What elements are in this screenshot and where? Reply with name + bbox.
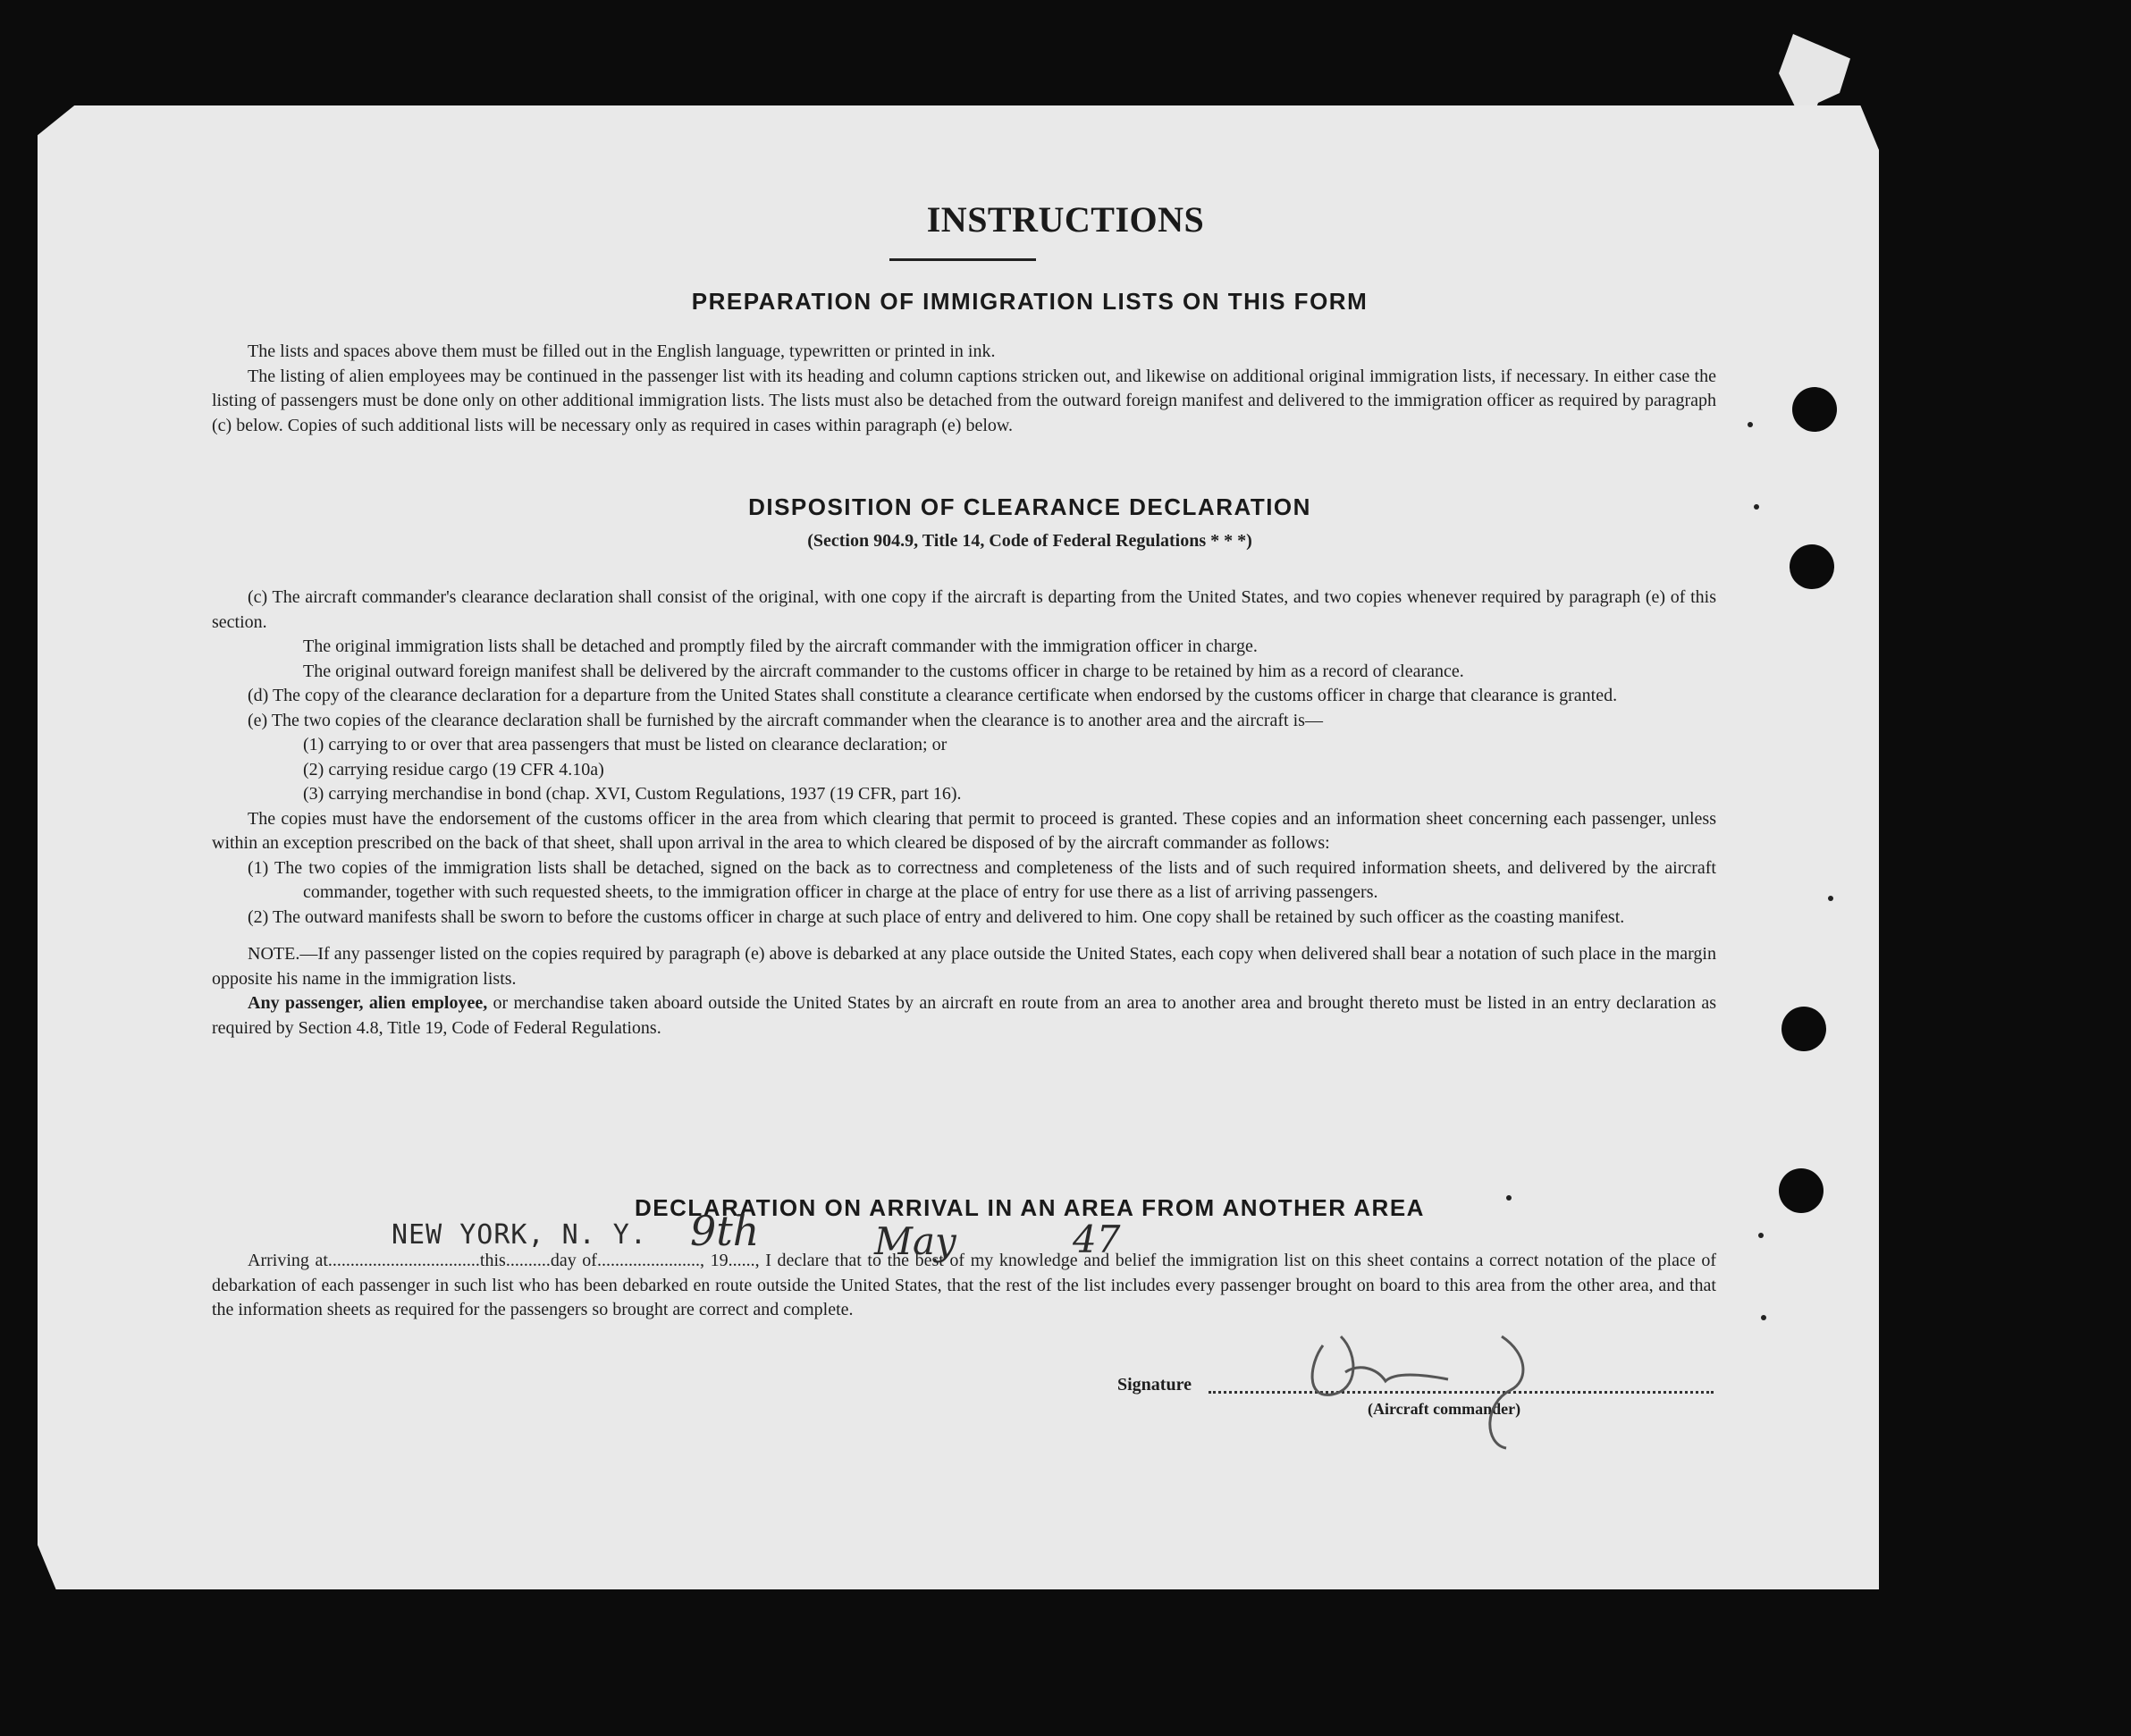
paragraph: The copies must have the endorsement of the customs officer in the area from which clearing that permit to proceed is granted. These copies and an information sheet concerning each passenger, unless within an exception prescribed on the back of that sheet, shall upon arrival in the area to which cleared be disposed of by the aircraft commander as follows: xyxy=(212,808,1716,853)
list-item: (1) The two copies of the immigration lists shall be detached, signed on the back as to correctness and completeness of the lists and of such required information sheets, and delivered by the aircraft commander, together with such requested sheets, to the immigration officer in charge at the place of entry for use there as a list of arriving passengers. xyxy=(248,857,1716,902)
paragraph-e: (e) The two copies of the clearance declaration shall be furnished by the aircraft commander when the clearance is to another area and the aircraft is— xyxy=(248,710,1323,730)
title-underline xyxy=(889,258,1036,261)
declaration-body: I declare that to the best of my knowledge and belief the immigration list on this sheet contains a correct notation of the place of debarkation of each passenger in such list who has been debarked en route outside the United States, that the rest of the list includes every passenger brought on board to this area from the other area, and that the information sheets as required for the passengers so brought are correct and complete. xyxy=(212,1251,1717,1319)
disposition-text xyxy=(212,586,1716,1041)
list-item: (1) carrying to or over that area passengers that must be listed on clearance declaration; or xyxy=(303,735,948,754)
paragraph: The lists and spaces above them must be filled out in the English language, typewritten or printed in ink. xyxy=(248,341,996,361)
paragraph-c: (c) The aircraft commander's clearance declaration shall consist of the original, with one copy if the aircraft is departing from the United States, and two copies whenever required by paragraph (e) of this section. xyxy=(212,587,1716,632)
section-heading-declaration: DECLARATION ON ARRIVAL IN AN AREA FROM ANOTHER AREA xyxy=(635,1194,1425,1221)
section-heading-disposition: DISPOSITION OF CLEARANCE DECLARATION xyxy=(748,493,1311,520)
year-prefix: 19 xyxy=(710,1251,729,1270)
dot-leader: ......................., xyxy=(596,1251,704,1270)
paragraph-text: or merchandise taken aboard outside the United States by an aircraft en route from an area to another area and brought thereto must be listed in an entry declaration as required by Section 4.8, Title 19, Code of Federal Regulations. xyxy=(212,993,1716,1038)
declaration-paragraph xyxy=(212,1249,1716,1323)
section-subheading: (Section 904.9, Title 14, Code of Federal Regulations * * *) xyxy=(807,531,1252,551)
paragraph-d: (d) The copy of the clearance declaration for a departure from the United States shall constitute a clearance certificate when endorsed by the customs officer in charge that clearance is granted. xyxy=(248,686,1618,705)
punch-hole xyxy=(1792,387,1837,432)
preparation-text xyxy=(212,340,1716,438)
ink-speck xyxy=(1828,896,1833,901)
arrival-place-stamp: NEW YORK, N. Y. xyxy=(392,1219,647,1251)
list-item: (2) carrying residue cargo (19 CFR 4.10a) xyxy=(303,759,604,780)
handwritten-signature xyxy=(1305,1319,1591,1453)
day-of-label: day of xyxy=(550,1251,597,1270)
section-heading-preparation: PREPARATION OF IMMIGRATION LISTS ON THIS FORM xyxy=(691,288,1369,315)
paragraph: The original outward foreign manifest shall be delivered by the aircraft commander to the customs officer in charge to be retained by him as a record of clearance. xyxy=(303,661,1464,681)
dot-leader: ......, xyxy=(728,1251,760,1270)
dot-leader: .......... xyxy=(505,1251,551,1270)
punch-hole xyxy=(1781,1007,1826,1051)
this-label: this xyxy=(479,1251,506,1270)
ink-speck xyxy=(1748,422,1753,427)
declaration-text xyxy=(212,1249,1716,1323)
list-item: (3) carrying merchandise in bond (chap. XVI, Custom Regulations, 1937 (19 CFR, part 16). xyxy=(303,784,962,804)
ink-speck xyxy=(1758,1233,1764,1238)
handwritten-month: May xyxy=(874,1219,956,1263)
note-paragraph: NOTE.—If any passenger listed on the copies required by paragraph (e) above is debarked at any place outside the United States, each copy when delivered shall bear a notation of such place in the margin opposite his name in the immigration lists. xyxy=(212,944,1716,989)
dot-leader: .................................. xyxy=(327,1251,480,1270)
handwritten-year: 47 xyxy=(1073,1218,1121,1261)
paragraph: The listing of alien employees may be continued in the passenger list with its heading and column captions stricken out, and likewise on additional original immigration lists, if necessary. In either case the listing of passengers must be done only on other additional immigration lists. The lists must also be detached from the outward foreign manifest and delivered to the immigration officer as required by paragraph (c) below. Copies of such additional lists will be necessary only as required in cases within paragraph (e) below. xyxy=(212,366,1716,435)
ink-speck xyxy=(1761,1315,1766,1320)
arriving-label: Arriving at xyxy=(248,1251,328,1270)
paragraph: The original immigration lists shall be detached and promptly filed by the aircraft commander with the immigration officer in charge. xyxy=(303,636,1258,656)
signature-caption: (Aircraft commander) xyxy=(1368,1400,1521,1418)
list-item: (2) The outward manifests shall be sworn to before the customs officer in charge at such place of entry and delivered to him. One copy shall be retained by such officer as the coasting manifest. xyxy=(248,906,1625,927)
page-title: INSTRUCTIONS xyxy=(926,199,1205,240)
handwritten-day: 9th xyxy=(690,1207,760,1255)
signature-label: Signature xyxy=(1117,1375,1192,1395)
lead-text: Any passenger, alien employee, xyxy=(248,993,488,1013)
paragraph xyxy=(212,991,1716,1041)
